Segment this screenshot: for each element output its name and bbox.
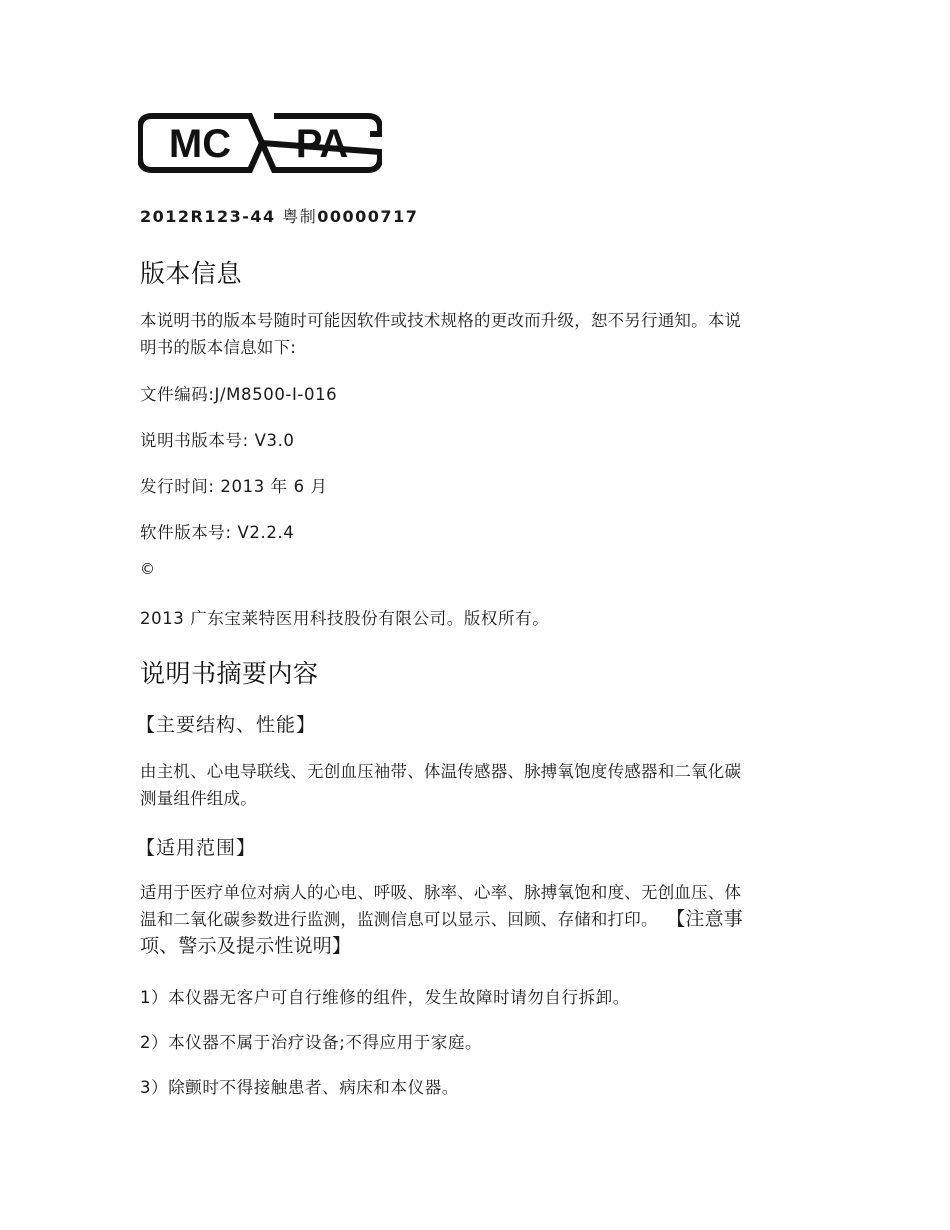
notice-heading-part-1: 【注意事 <box>675 908 744 930</box>
registration-separator: 粤制 <box>282 207 318 226</box>
scope-text <box>140 879 805 960</box>
registration-number: 2012R123-44 <box>140 207 276 226</box>
structure-text <box>140 758 805 812</box>
doc-code: 文件编码:J/M8500-I-016 <box>140 385 338 404</box>
structure-heading: 【主要结构、性能】 <box>136 714 317 736</box>
structure-line-2: 测量组件组成。 <box>140 789 257 808</box>
scope-line-2-text: 温和二氧化碳参数进行监测，监测信息可以显示、回顾、存储和打印。 <box>140 910 658 929</box>
notice-heading-part-2: 项、警示及提示性说明】 <box>140 935 352 957</box>
notice-item-3: 3）除颤时不得接触患者、病床和本仪器。 <box>140 1078 459 1097</box>
version-intro-line-1: 本说明书的版本号随时可能因软件或技术规格的更改而升级，恕不另行通知。本说 <box>140 311 742 330</box>
svg-text:PA: PA <box>295 122 349 166</box>
release-date: 发行时间: 2013 年 6 月 <box>140 477 328 496</box>
version-heading: 版本信息 <box>140 259 243 288</box>
summary-heading: 说明书摘要内容 <box>140 659 319 688</box>
version-intro-line-2: 明书的版本信息如下: <box>140 338 297 357</box>
notice-item-2: 2）本仪器不属于治疗设备;不得应用于家庭。 <box>140 1033 483 1052</box>
version-intro <box>140 307 805 361</box>
registration-code: 00000717 <box>317 207 419 226</box>
manual-version: 说明书版本号: V3.0 <box>140 431 295 450</box>
scope-heading: 【适用范围】 <box>136 837 257 859</box>
svg-text:MC: MC <box>168 122 232 166</box>
notice-item-1: 1）本仪器无客户可自行维修的组件，发生故障时请勿自行拆卸。 <box>140 988 630 1007</box>
copyright-text: 2013 广东宝莱特医用科技股份有限公司。版权所有。 <box>140 609 550 628</box>
software-version: 软件版本号: V2.2.4 <box>140 523 295 542</box>
scope-line-1: 适用于医疗单位对病人的心电、呼吸、脉率、心率、脉搏氧饱和度、无创血压、体 <box>140 883 742 902</box>
mcpa-logo <box>138 110 382 176</box>
copyright-icon: © <box>140 560 155 578</box>
registration-line <box>140 204 418 227</box>
scope-line-2 <box>140 906 805 933</box>
structure-line-1: 由主机、心电导联线、无创血压袖带、体温传感器、脉搏氧饱度传感器和二氧化碳 <box>140 762 742 781</box>
